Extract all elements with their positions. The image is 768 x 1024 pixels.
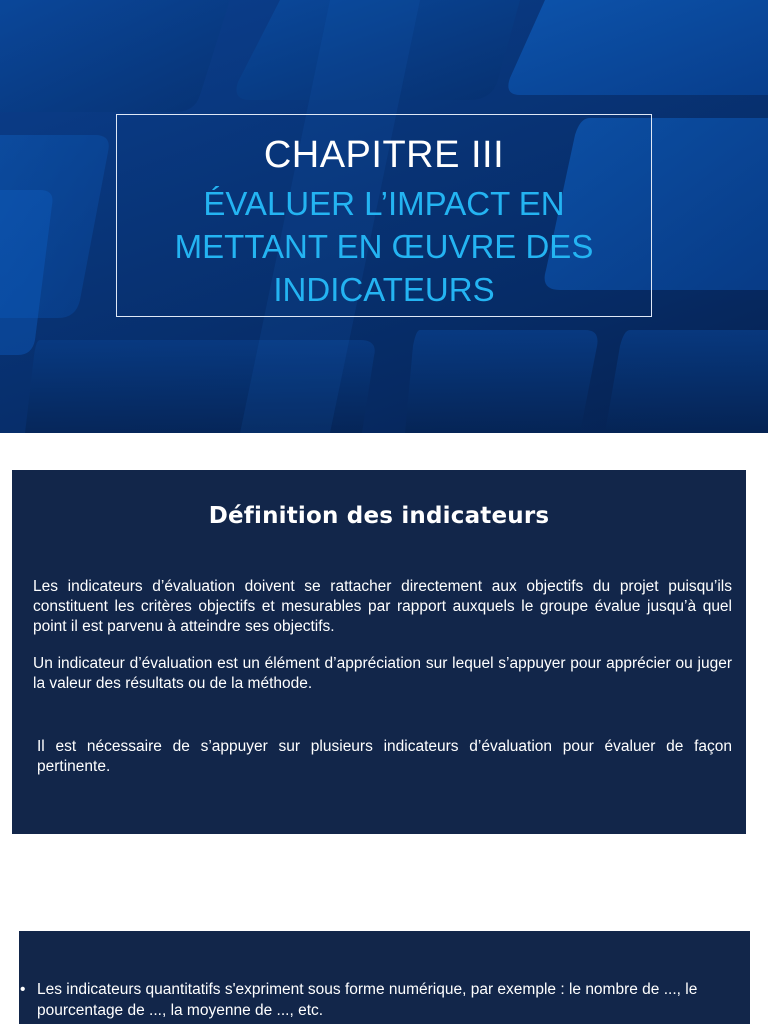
subtitle-line: METTANT EN ŒUVRE DES [174,228,594,265]
chapter-banner [0,0,768,433]
list-item-text: Les indicateurs quantitatifs s'expriment sous forme numérique, par exemple : le nombre de ..., le pourcentage de ..., la moyenne de ..., etc. [37,981,698,1019]
definition-paragraph: Il est nécessaire de s’appuyer sur plusieurs indicateurs d’évaluation pour évaluer de façon pertinente. [37,738,732,775]
definition-title: Définition des indicateurs [208,503,550,529]
definition-paragraph: Un indicateur d’évaluation est un élément d’appréciation sur lequel s’appuyer pour apprécier ou juger la valeur des résultats ou de la méthode. [33,655,732,692]
subtitle-line: INDICATEURS [273,271,495,308]
chapter-subtitle [117,182,651,311]
list-item [20,979,746,1021]
definition-panel [12,470,746,834]
definition-paragraph: Les indicateurs d’évaluation doivent se rattacher directement aux objectifs du projet puisqu’ils constituent les critères objectifs et mesurables par rapport auxquels le groupe évalue jusqu’à quel point il est parvenu à atteindre ses objectifs. [33,578,732,635]
bullet-icon: • [20,981,26,998]
subtitle-line: ÉVALUER L’IMPACT EN [203,185,565,222]
indicator-types-panel [19,931,750,1024]
chapter-title-box [116,114,652,317]
chapter-number: CHAPITRE III [263,134,505,176]
